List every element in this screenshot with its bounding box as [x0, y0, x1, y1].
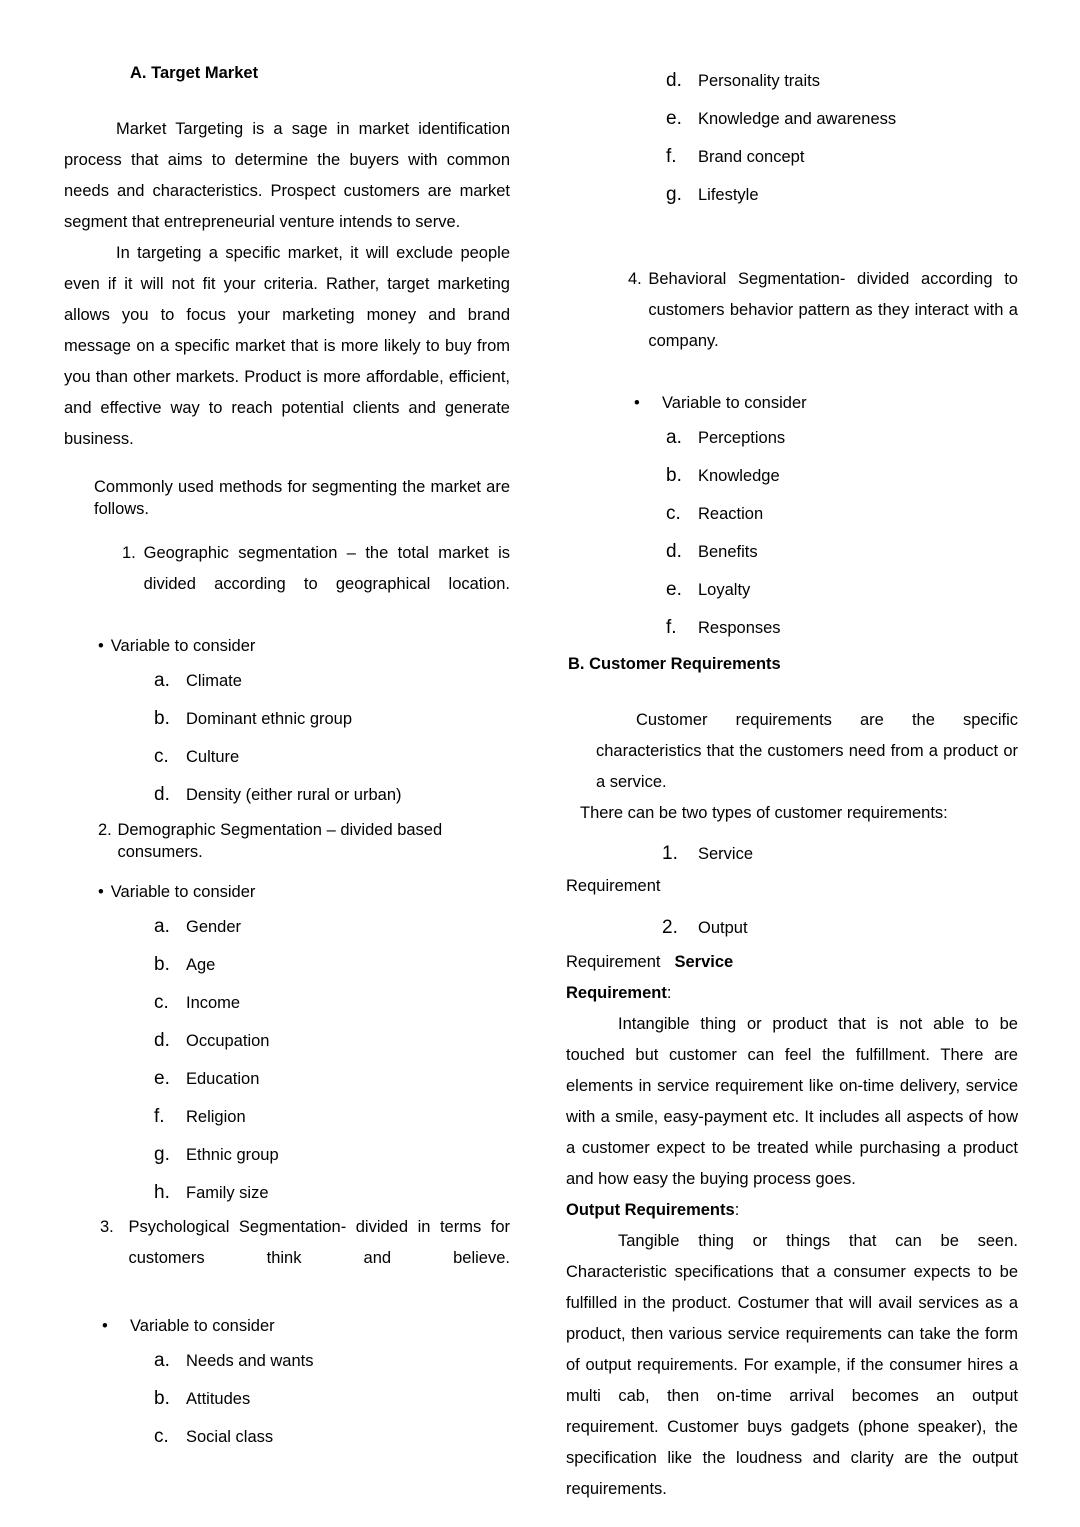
list-item — [64, 662, 510, 700]
list-item-label: Reaction — [698, 505, 764, 523]
bullet-label: Variable to consider — [662, 394, 807, 412]
list-item-label: Education — [186, 1070, 260, 1088]
paragraph-targeting-specific-market-text: In targeting a specific market, it will exclude people even if it will not fit your criteria. Rather, target marketing allows you to focus your marketing money and brand message on a specific market that is more likely to buy from you than other markets. Product is more affordable, efficient, and effective way to reach potential clients and generate business. — [64, 244, 510, 448]
list-item-letter: b. — [154, 1388, 170, 1409]
list-item-geographic-segmentation — [64, 538, 510, 631]
list-item-label: Personality traits — [698, 72, 820, 90]
list-item-label: Income — [186, 994, 241, 1012]
list-item-letter: h. — [154, 1182, 170, 1203]
paragraph-output-requirement-text: Tangible thing or things that can be seen. Characteristic specifications that a consumer expects to be fulfilled in the product. Costumer that will avail services as a product, then various service requirements can take the form of output requirements. For example, if the consumer hires a multi cab, then on-time arrival becomes an output requirement. Customer buys gadgets (phone speaker), the specification like the loudness and clarity are the output requirements. — [566, 1232, 1018, 1498]
list-item-label: Occupation — [186, 1032, 270, 1050]
list-item — [64, 1174, 510, 1212]
service-requirement-label-2: Requirement — [566, 984, 667, 1002]
bullet-label: Variable to consider — [110, 883, 256, 901]
list-item-demographic-segmentation — [64, 820, 510, 863]
requirement-number: 2. — [662, 917, 678, 938]
list-item — [64, 984, 510, 1022]
list-item — [566, 533, 1018, 571]
bullet-variable-to-consider-1 — [64, 631, 510, 662]
list-item — [566, 100, 1018, 138]
lettered-list-demographic — [64, 908, 510, 1212]
list-item-label: Social class — [186, 1428, 274, 1446]
list-item-number: 4. — [628, 270, 642, 288]
paragraph-market-targeting — [64, 114, 510, 238]
list-item-label: Benefits — [698, 543, 758, 561]
requirement-type-2 — [566, 909, 1018, 947]
list-item-letter: e. — [666, 108, 682, 129]
bullet-dot-icon: • — [102, 1317, 108, 1335]
list-item — [566, 571, 1018, 609]
list-item-letter: a. — [154, 670, 170, 691]
paragraph-commonly-used-methods — [64, 477, 510, 520]
section-a-heading: A. Target Market — [130, 64, 259, 82]
list-item — [64, 1022, 510, 1060]
list-item-label: Family size — [186, 1184, 269, 1202]
list-item-label: Loyalty — [698, 581, 751, 599]
paragraph-market-targeting-text: Market Targeting is a sage in market identification process that aims to determine the buyers with common needs and characteristics. Prospect customers are market segment that entrepreneurial venture intends to serve. — [64, 120, 510, 231]
list-item-text: Geographic segmentation – the total market is divided according to geographical location. — [143, 544, 510, 593]
list-item-letter: a. — [666, 427, 682, 448]
list-item — [64, 1060, 510, 1098]
list-item — [64, 946, 510, 984]
list-item-letter: g. — [154, 1144, 170, 1165]
requirement-label: Service — [698, 845, 754, 863]
requirement-1-continuation: Requirement — [566, 877, 661, 895]
list-item-label: Culture — [186, 748, 240, 766]
list-item-label: Responses — [698, 619, 781, 637]
list-item-letter: f. — [666, 617, 677, 638]
list-item-letter: e. — [666, 579, 682, 600]
list-item-text: Demographic Segmentation – divided based consumers. — [117, 821, 443, 861]
service-requirement-colon: : — [666, 984, 672, 1002]
list-item-letter: a. — [154, 1350, 170, 1371]
list-item-letter: f. — [154, 1106, 165, 1127]
list-item-label: Brand concept — [698, 148, 805, 166]
list-item — [64, 1136, 510, 1174]
list-item-text: Psychological Segmentation- divided in terms for customers think and believe. — [128, 1218, 510, 1267]
lettered-list-psychological-continued — [566, 62, 1018, 214]
list-item-number: 2. — [98, 821, 112, 839]
list-item-letter: c. — [154, 992, 169, 1013]
left-column — [64, 0, 510, 1456]
list-item-label: Religion — [186, 1108, 246, 1126]
list-item-label: Attitudes — [186, 1390, 251, 1408]
requirement-number: 1. — [662, 843, 678, 864]
list-item-number: 1. — [122, 544, 136, 562]
list-item — [64, 1418, 510, 1456]
list-item-letter: g. — [666, 184, 682, 205]
lettered-list-geographic — [64, 662, 510, 814]
list-item — [64, 1342, 510, 1380]
list-item-letter: d. — [666, 70, 682, 91]
paragraph-customer-requirements — [566, 705, 1018, 798]
bullet-label: Variable to consider — [130, 1317, 275, 1335]
lettered-list-psychological — [64, 1342, 510, 1456]
requirement-2-continuation: Requirement — [566, 953, 661, 971]
list-item-letter: b. — [154, 708, 170, 729]
list-item-letter: b. — [666, 465, 682, 486]
list-item-letter: d. — [154, 784, 170, 805]
list-item-label: Knowledge — [698, 467, 780, 485]
output-requirements-colon: : — [734, 1201, 740, 1219]
list-item-label: Knowledge and awareness — [698, 110, 897, 128]
list-item-label: Needs and wants — [186, 1352, 314, 1370]
list-item — [566, 495, 1018, 533]
bullet-label: Variable to consider — [110, 637, 256, 655]
list-item — [566, 138, 1018, 176]
list-item-label: Dominant ethnic group — [186, 710, 353, 728]
output-requirements-label: Output Requirements — [566, 1201, 735, 1219]
list-item-label: Ethnic group — [186, 1146, 279, 1164]
paragraph-customer-requirements-text: Customer requirements are the specific characteristics that the customers need from a product or a service. — [596, 711, 1018, 791]
requirement-label: Output — [698, 919, 748, 937]
list-item-letter: d. — [154, 1030, 170, 1051]
lettered-list-behavioral — [566, 419, 1018, 647]
list-item-letter: e. — [154, 1068, 170, 1089]
list-item-label: Age — [186, 956, 216, 974]
bullet-dot-icon: • — [98, 637, 104, 655]
list-item-letter: d. — [666, 541, 682, 562]
service-requirement-label: Service — [674, 953, 734, 971]
list-item-letter: c. — [154, 746, 169, 767]
list-item-label: Perceptions — [698, 429, 786, 447]
service-requirement-heading — [566, 978, 1018, 1009]
paragraph-service-requirement-text: Intangible thing or product that is not able to be touched but customer can feel the fulfillment. There are elements in service requirement like on-time delivery, service with a smile, easy-payment etc. It includes all aspects of how a customer expect to be treated while purchasing a product and how easy the buying process goes. — [566, 1015, 1018, 1188]
paragraph-targeting-specific-market — [64, 238, 510, 455]
list-item-letter: c. — [666, 503, 681, 524]
list-item — [566, 609, 1018, 647]
list-item — [64, 776, 510, 814]
list-item-letter: c. — [154, 1426, 169, 1447]
paragraph-output-requirement — [566, 1226, 1018, 1505]
list-item-psychological-segmentation — [64, 1212, 510, 1305]
list-item-behavioral-segmentation — [566, 264, 1018, 388]
list-item — [566, 457, 1018, 495]
list-item — [64, 700, 510, 738]
list-item — [566, 419, 1018, 457]
list-item — [566, 62, 1018, 100]
list-item-label: Climate — [186, 672, 242, 690]
list-item-label: Gender — [186, 918, 242, 936]
section-b-heading: B. Customer Requirements — [568, 655, 781, 673]
bullet-dot-icon: • — [634, 394, 640, 412]
list-item — [64, 738, 510, 776]
bullet-variable-to-consider-3 — [64, 1311, 510, 1342]
requirement-2-continuation-line — [566, 947, 1018, 978]
output-requirements-heading — [566, 1195, 1018, 1226]
paragraph-two-types-text: There can be two types of customer requirements: — [580, 804, 948, 822]
list-item — [64, 1380, 510, 1418]
bullet-variable-to-consider-2 — [64, 877, 510, 908]
paragraph-two-types — [566, 798, 1018, 829]
list-item-letter: a. — [154, 916, 170, 937]
bullet-variable-to-consider-4 — [566, 388, 1018, 419]
right-column — [566, 0, 1018, 1505]
list-item — [566, 176, 1018, 214]
paragraph-service-requirement — [566, 1009, 1018, 1195]
list-item-letter: b. — [154, 954, 170, 975]
list-item-number: 3. — [100, 1218, 114, 1236]
bullet-dot-icon: • — [98, 883, 104, 901]
list-item-label: Lifestyle — [698, 186, 759, 204]
list-item-text: Behavioral Segmentation- divided according to customers behavior pattern as they interact with a company. — [648, 270, 1018, 350]
list-item — [64, 1098, 510, 1136]
list-item-letter: f. — [666, 146, 677, 167]
list-item-label: Density (either rural or urban) — [186, 786, 402, 804]
requirement-type-1 — [566, 835, 1018, 873]
list-item — [64, 908, 510, 946]
paragraph-commonly-used-methods-text: Commonly used methods for segmenting the market are follows. — [94, 478, 510, 518]
